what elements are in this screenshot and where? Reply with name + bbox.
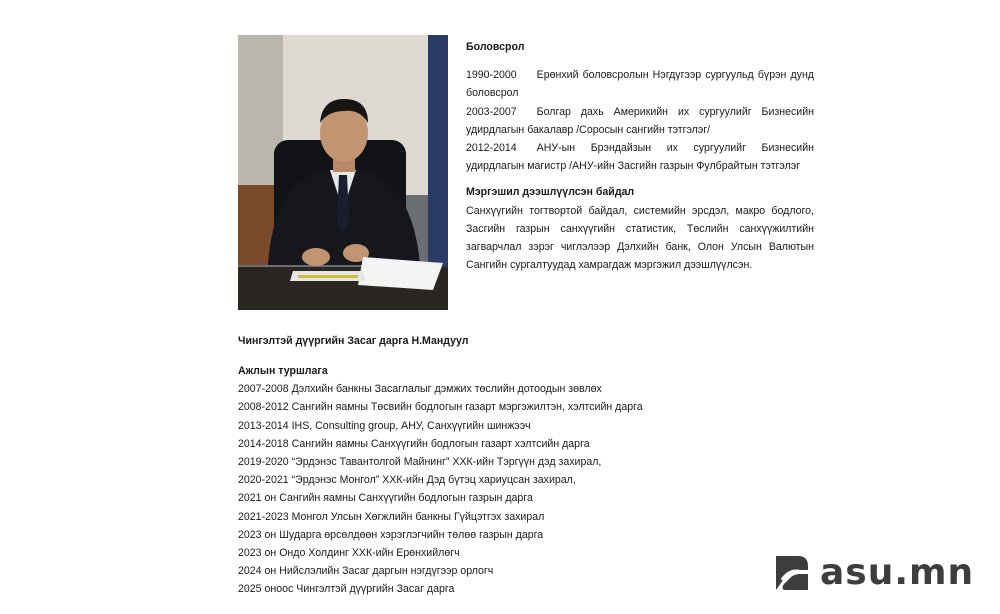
education-row [466,66,814,102]
portrait-photo [238,35,448,310]
work-item: 2020-2021 “Эрдэнэс Монгол” ХХК-ийн Дэд бүтэц хариуцсан захирал, [238,474,576,487]
work-item: 2014-2018 Сангийн яамны Санхүүгийн бодлогын газарт хэлтсийн дарга [238,437,590,450]
photo-caption: Чингэлтэй дүүргийн Засаг дарга Н.Мандуул [238,335,469,347]
work-item: 2007-2008 Дэлхийн банкны Засаглалыг дэмжих төслийн дотоодын зөвлөх [238,383,602,396]
education-row [466,139,814,175]
specialization-heading: Мэргэшил дээшлүүлсэн байдал [466,186,635,199]
education-text: Болгар дахь Америкийн их сургуулийг Бизнесийн удирдлагын бакалавр /Соросын сангийн тэтгэлэг/ [466,105,814,136]
specialization-text: Санхүүгийн тогтвортой байдал, системийн эрсдэл, макро бодлого, Засгийн газрын санхүүгийн статистик, Төслийн санхүүжилтийн загварчлал зэрэг чиглэлээр Дэлхийн банк, Олон Улсын Валютын Сангийн сургалтуудад хамрагдаж мэргэжил дээшлүүлсэн. [466,204,814,272]
work-item: 2024 он Нийслэлийн Засаг даргын нэгдүгээр орлогч [238,565,494,578]
work-experience-section [238,362,758,599]
education-section [466,38,814,274]
work-item: 2021 он Сангийн яамны Санхүүгийн бодлогын газрын дарга [238,492,533,505]
work-item: 2023 он Ондо Холдинг ХХК-ийн Ерөнхийлөгч [238,547,460,560]
education-years: 2012-2014 [466,142,517,155]
work-item: 2019-2020 “Эрдэнэс Тавантолгой Майнинг” ХХК-ийн Тэргүүн дэд захирал, [238,456,602,469]
work-item: 2023 он Шударга өрсөлдөөн хэрэглэгчийн төлөө газрын дарга [238,528,544,541]
asu-logo-icon [768,550,814,596]
work-heading: Ажлын туршлага [238,365,328,377]
work-item: 2025 оноос Чингэлтэй дүүргийн Засаг дарга [238,583,455,596]
watermark-logo [768,549,974,597]
education-row [466,103,814,139]
education-years: 2003-2007 [466,105,517,118]
education-years: 1990-2000 [466,69,517,82]
watermark-text: asu.mn [820,552,975,593]
education-text: Ерөнхий боловсролын Нэгдүгээр сургуульд бүрэн дунд боловсрол [466,69,814,100]
education-heading: Боловсрол [466,41,525,53]
work-item: 2021-2023 Монгол Улсын Хөгжлийн банкны Гүйцэтгэх захирал [238,510,545,523]
work-item: 2008-2012 Сангийн яамны Төсвийн бодлогын газарт мэргэжилтэн, хэлтсийн дарга [238,401,643,414]
education-text: АНУ-ын Брэндайзын их сургуулийг Бизнесийн удирдлагын магистр /АНУ-ийн Засгийн газрын Фулбрайтын тэтгэлэг [466,142,814,173]
work-item: 2013-2014 IHS, Consulting group, АНУ, Санхүүгийн шинжээч [238,419,531,432]
portrait-illustration [238,35,448,310]
